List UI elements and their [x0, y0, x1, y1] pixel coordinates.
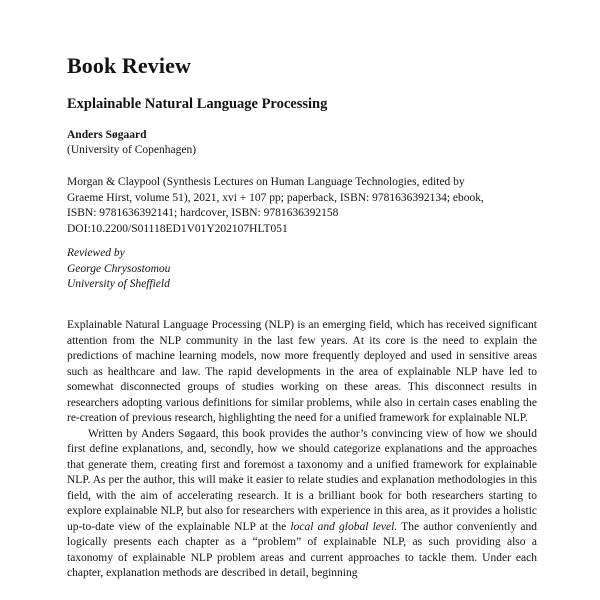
review-body [67, 318, 537, 582]
body-paragraph-2-emphasis: local and global level. [290, 520, 398, 533]
publication-line-3: ISBN: 9781636392141; hardcover, ISBN: 9781636392158 [67, 207, 339, 219]
book-title: Explainable Natural Language Processing [67, 96, 328, 112]
document-type-heading: Book Review [67, 53, 191, 78]
author-affiliation: (University of Copenhagen) [67, 144, 197, 156]
author-name: Anders Søgaard [67, 129, 147, 141]
reviewer-name: George Chrysostomou [67, 262, 171, 275]
reviewer-block [67, 246, 170, 293]
reviewer-affiliation: University of Sheffield [67, 278, 170, 290]
publication-info [67, 175, 537, 237]
body-paragraph-2-part-a: Written by Anders Søgaard, this book provides the author’s convincing view of how we should first define explanations, and, secondly, how we should categorize explanations and the approaches that generate them, creating first and foremost a taxonomy and a unified framework for explainable NLP. As per the author, this will make it easier to relate studies and explanation methodologies in this field, with the aim of accelerating research. It is a brilliant book for both researchers starting to explore explainable NLP, but also for researchers with experience in this area, as it provides a holistic up-to-date view of the explainable NLP at the [67, 427, 537, 533]
body-paragraph-2 [67, 427, 537, 582]
reviewed-by-label: Reviewed by [67, 247, 125, 259]
doi: DOI:10.2200/S01118ED1V01Y202107HLT051 [67, 222, 288, 235]
body-paragraph-2-part-b: The author conveniently and logically presents each chapter as a “problem” of explainable NLP, as such providing also a taxonomy of explainable NLP problem areas and current approaches to tackle them. Under each chapter, explanation methods are described in detail, beginning [67, 520, 537, 579]
publication-line-1: Morgan & Claypool (Synthesis Lectures on Human Language Technologies, edited by [67, 176, 465, 188]
publication-line-2: Graeme Hirst, volume 51), 2021, xvi + 107 pp; paperback, ISBN: 9781636392134; ebook, [67, 191, 484, 204]
author-block [67, 128, 196, 158]
body-paragraph-1: Explainable Natural Language Processing (NLP) is an emerging field, which has received significant attention from the NLP community in the last few years. At its core is the need to explain the predictions of machine learning models, now more frequently deployed and used in sensitive areas such as healthcare and law. The rapid developments in the area of explainable NLP have led to somewhat disconnected groups of studies working on these areas. This disconnect results in researchers adopting various definitions for similar problems, while also in certain cases enabling the re-creation of previous research, highlighting the need for a unified framework for explainable NLP. [67, 319, 537, 424]
